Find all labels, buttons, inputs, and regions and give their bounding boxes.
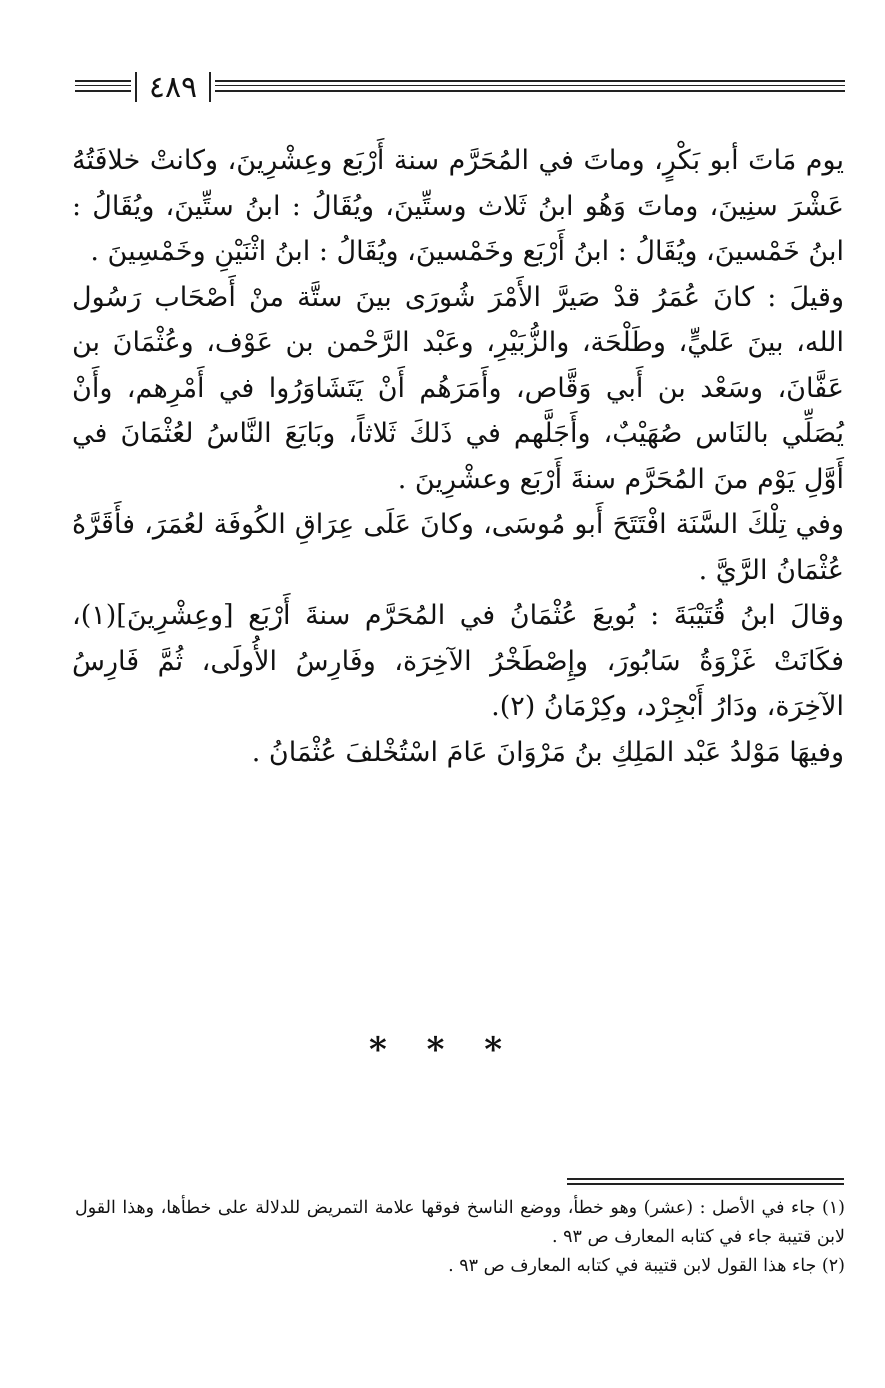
header-divider-right (209, 72, 211, 102)
paragraph-abd-al-malik: وفيهَا مَوْلدُ عَبْد المَلِكِ بنُ مَرْوَانَ عَامَ اسْتُخْلفَ عُثْمَانُ . (251, 736, 844, 768)
footnote-rule (567, 1178, 844, 1185)
footnote-1: (١) جاء في الأصل : (عشر) وهو خطأ، ووضع الناسخ فوقها علامة التمريض للدلالة على خطأها، وهذا القول لابن قتيبة جاء في كتابه المعارف ص ٩٣ . (75, 1198, 845, 1247)
footnote-2: (٢) جاء هذا القول لابن قتيبة في كتابه المعارف ص ٩٣ . (448, 1256, 845, 1276)
main-text (72, 138, 844, 775)
header-rule-left (75, 80, 131, 94)
paragraph-death-of-umar: يوم مَاتَ أبو بَكْرٍ، وماتَ في المُحَرَّم سنة أَرْبَع وعِشْرِينَ، وكانتْ خلافَتُهُ عَشْرَ سنِينَ، وماتَ وَهُو ابنُ ثَلاث وستِّينَ، ويُقَالُ : ابنُ ستِّينَ، ويُقَالُ : ابنُ خَمْسينَ، ويُقَالُ : ابنُ أَرْبَع وخَمْسينَ، ويُقَالُ : ابنُ اثْنَيْنِ وخَمْسِينَ . (72, 145, 844, 267)
footnotes (75, 1194, 845, 1281)
paragraph-shura: وقيلَ : كانَ عُمَرُ قدْ صَيرَّ الأَمْرَ شُورَى بينَ ستَّة منْ أَصْحَاب رَسُول الله، بينَ عَليٍّ، وطَلْحَة، والزُّبَيْرِ، وعَبْد الرَّحْمن بن عَوْف، وعُثْمَانَ بن عَفَّانَ، وسَعْد بن أَبي وَقَّاص، وأَمَرَهُم أَنْ يَتَشَاوَرُوا في أَمْرِهم، وأَنْ يُصَلِّي بالنَاس صُهَيْبٌ، وأَجَلَّهم في ذَلكَ ثَلاثاً، وبَايَعَ النَّاسُ لعُثْمَانَ في أَوَّلِ يَوْم منَ المُحَرَّم سنةَ أَرْبَع وعشْرِينَ . (72, 281, 844, 495)
header-rule-right (215, 80, 845, 94)
section-separator: * * * (368, 1030, 516, 1070)
page-header (75, 70, 845, 110)
header-divider-left (135, 72, 137, 102)
paragraph-ibn-qutayba: وقالَ ابنُ قُتَيْبَةَ : بُويعَ عُثْمَانُ في المُحَرَّم سنةَ أَرْبَع [وعِشْرِينَ](١)، فكَانَتْ غَزْوَةُ سَابُورَ، وإِصْطَخْرُ الآخِرَة، وفَارِسُ الأُولَى، ثُمَّ فَارِسُ الآخِرَة، ودَارُ أَبْجِرْد، وكِرْمَانُ (٢). (72, 600, 844, 722)
paragraph-abu-musa: وفي تِلْكَ السَّنَة افْتَتَحَ أَبو مُوسَى، وكانَ عَلَى عِرَاقِ الكُوفَة لعُمَرَ، فأَقَرَّهُ عُثْمَانُ الرَّيَّ . (72, 509, 844, 586)
page-number: ٤٨٩ (148, 70, 198, 105)
